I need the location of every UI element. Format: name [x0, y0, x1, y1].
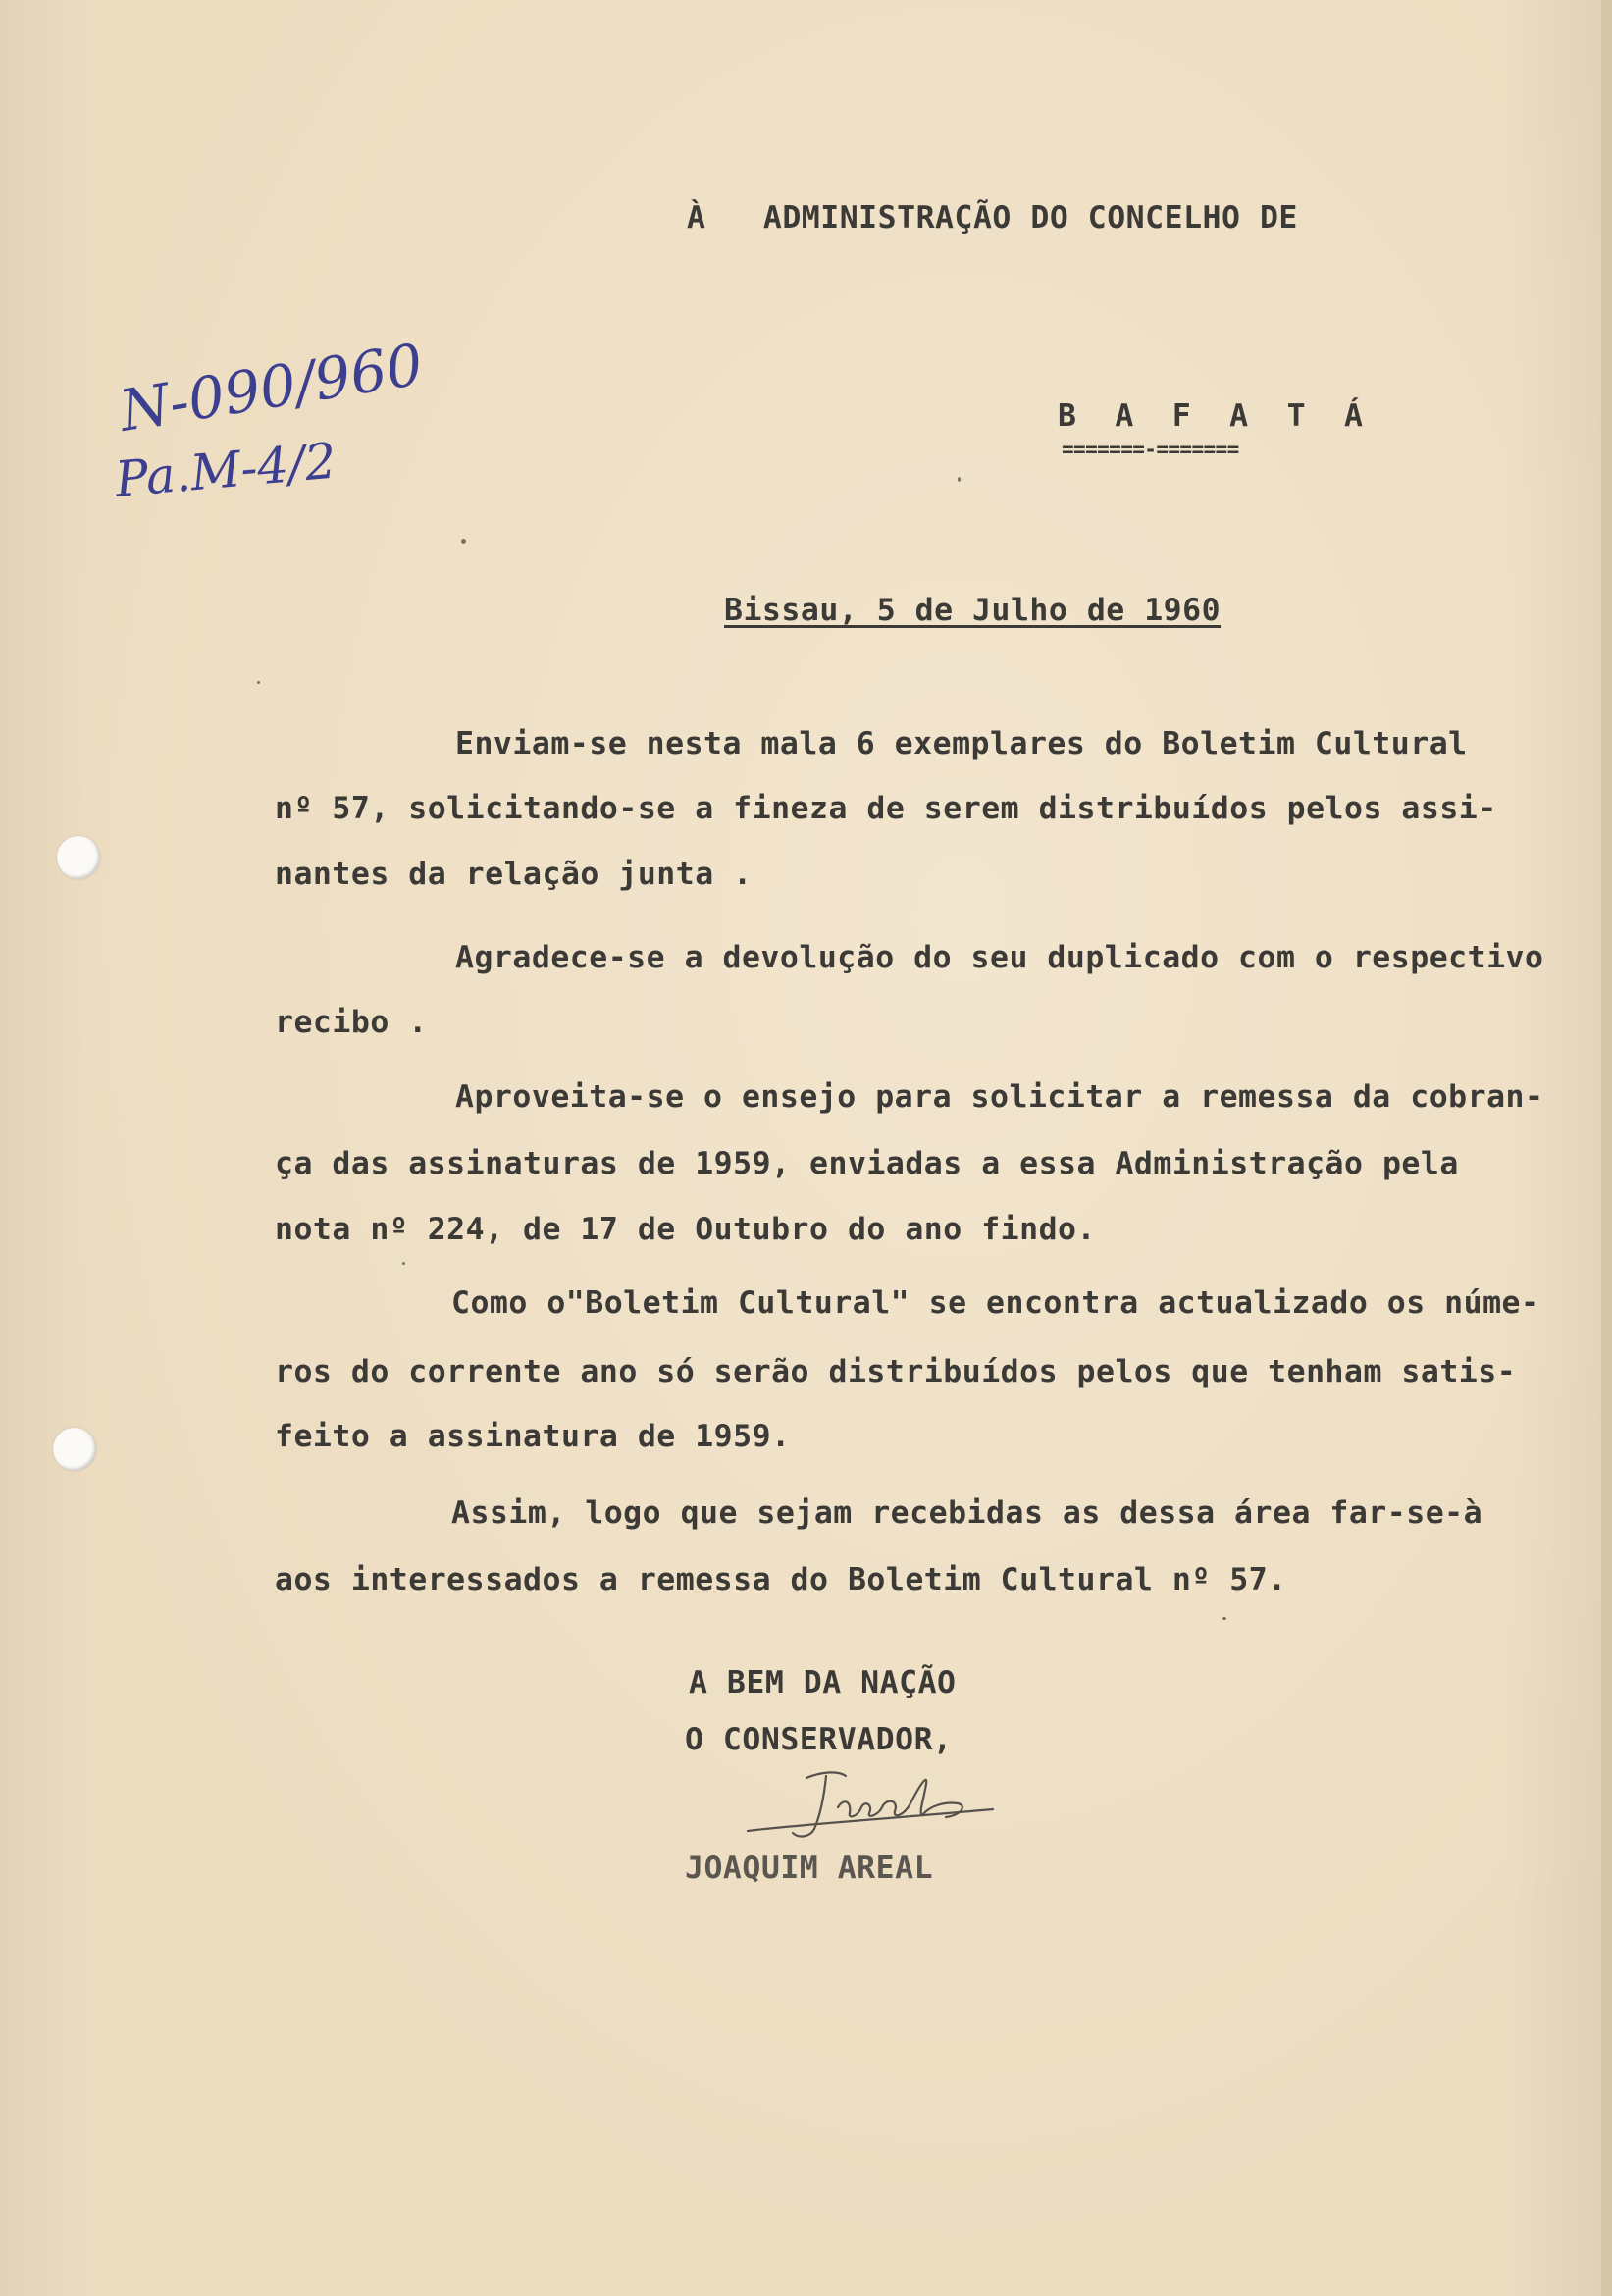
- paper-speck: [461, 539, 466, 544]
- body-line-3: nantes da relação junta .: [275, 857, 753, 892]
- paper-speck: [257, 681, 260, 684]
- addressee-line: À ADMINISTRAÇÃO DO CONCELHO DE: [687, 200, 1298, 235]
- closing-salutation: A BEM DA NAÇÃO: [689, 1665, 957, 1700]
- paper-speck: [958, 477, 961, 482]
- punch-hole-top: [57, 836, 100, 879]
- handwritten-reference-1: N-090/960: [115, 331, 428, 444]
- body-line-11: feito a assinatura de 1959.: [275, 1419, 791, 1454]
- body-line-5: recibo .: [275, 1005, 428, 1040]
- paper-speck: [1222, 1617, 1226, 1620]
- body-line-10: ros do corrente ano só serão distribuídos pelos que tenham satis-: [275, 1354, 1517, 1389]
- body-line-12: Assim, logo que sejam recebidas as dessa área far-se-à: [451, 1495, 1483, 1531]
- handwritten-reference-2: Pa.M-4/2: [112, 432, 338, 508]
- body-line-13: aos interessados a remessa do Boletim Cultural nº 57.: [275, 1562, 1287, 1597]
- body-line-9: Como o"Boletim Cultural" se encontra actualizado os núme-: [451, 1285, 1540, 1321]
- body-line-2: nº 57, solicitando-se a fineza de serem distribuídos pelos assi-: [275, 791, 1497, 826]
- place-double-rule: =======-=======: [1062, 438, 1239, 461]
- body-line-4: Agradece-se a devolução do seu duplicado com o respectivo: [455, 940, 1544, 975]
- body-line-6: Aproveita-se o ensejo para solicitar a remessa da cobran-: [455, 1079, 1544, 1115]
- scan-background-edge: [1601, 0, 1612, 2296]
- closing-title: O CONSERVADOR,: [685, 1722, 953, 1757]
- handwritten-signature: [736, 1758, 1011, 1856]
- letter-date: Bissau, 5 de Julho de 1960: [724, 593, 1222, 628]
- paper-speck: [402, 1262, 405, 1265]
- body-line-7: ça das assinaturas de 1959, enviadas a essa Administração pela: [275, 1146, 1459, 1181]
- signatory-name: JOAQUIM AREAL: [685, 1851, 934, 1886]
- body-line-1: Enviam-se nesta mala 6 exemplares do Boletim Cultural: [455, 726, 1468, 761]
- body-line-8: nota nº 224, de 17 de Outubro do ano findo.: [275, 1212, 1096, 1247]
- place-name: B A F A T Á: [1058, 398, 1364, 434]
- punch-hole-bottom: [53, 1428, 96, 1471]
